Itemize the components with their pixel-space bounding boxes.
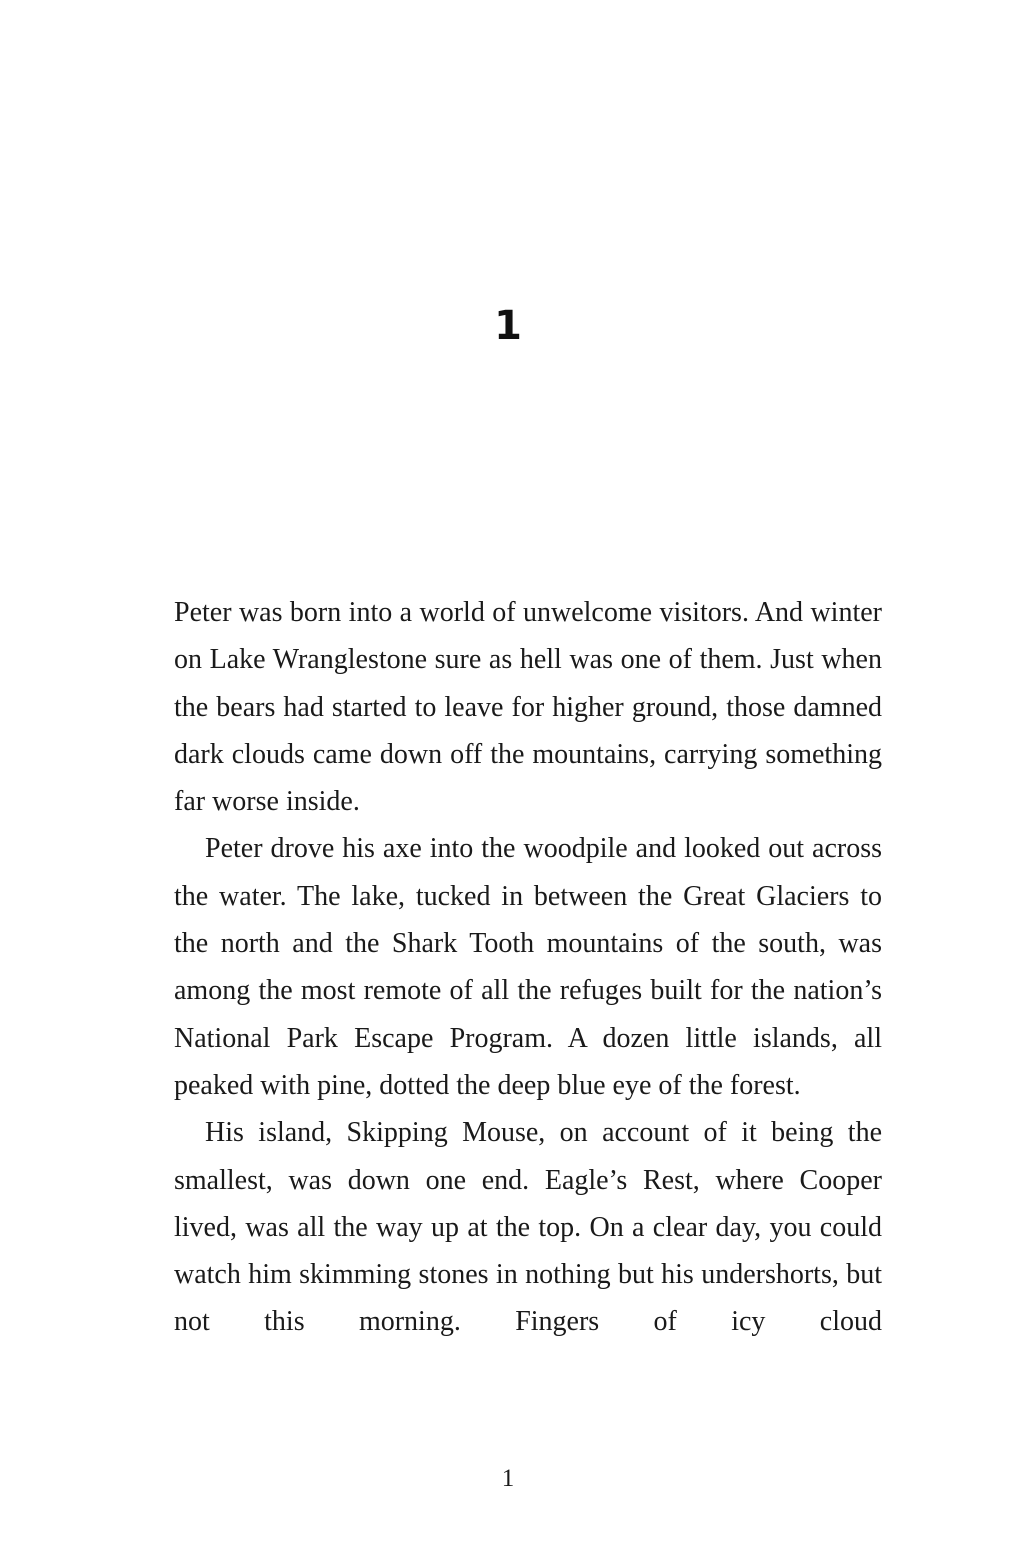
body-text <box>174 589 882 1346</box>
paragraph-1: Peter was born into a world of unwelcome visitors. And winter on Lake Wranglestone sure as hell was one of them. Just when the bears had started to leave for higher ground, those damned dark clouds came down off the mountains, carrying something far worse inside. <box>174 597 882 818</box>
page-number: 1 <box>501 1465 515 1492</box>
paragraph-2: Peter drove his axe into the woodpile and looked out across the water. The lake, tucked in between the Great Glaciers to the north and the Shark Tooth mountains of the south, was among the most remote of all the refuges built for the nation’s National Park Escape Program. A dozen little islands, all peaked with pine, dotted the deep blue eye of the forest. <box>174 833 882 1101</box>
paragraph-3: His island, Skipping Mouse, on account of it being the smallest, was down one end. Eagle’s Rest, where Cooper lived, was all the way up at the top. On a clear day, you could watch him skimming stones in nothing but his undershorts, but not this morning. Fingers of icy cloud <box>174 1117 882 1338</box>
chapter-number: 1 <box>494 303 522 349</box>
